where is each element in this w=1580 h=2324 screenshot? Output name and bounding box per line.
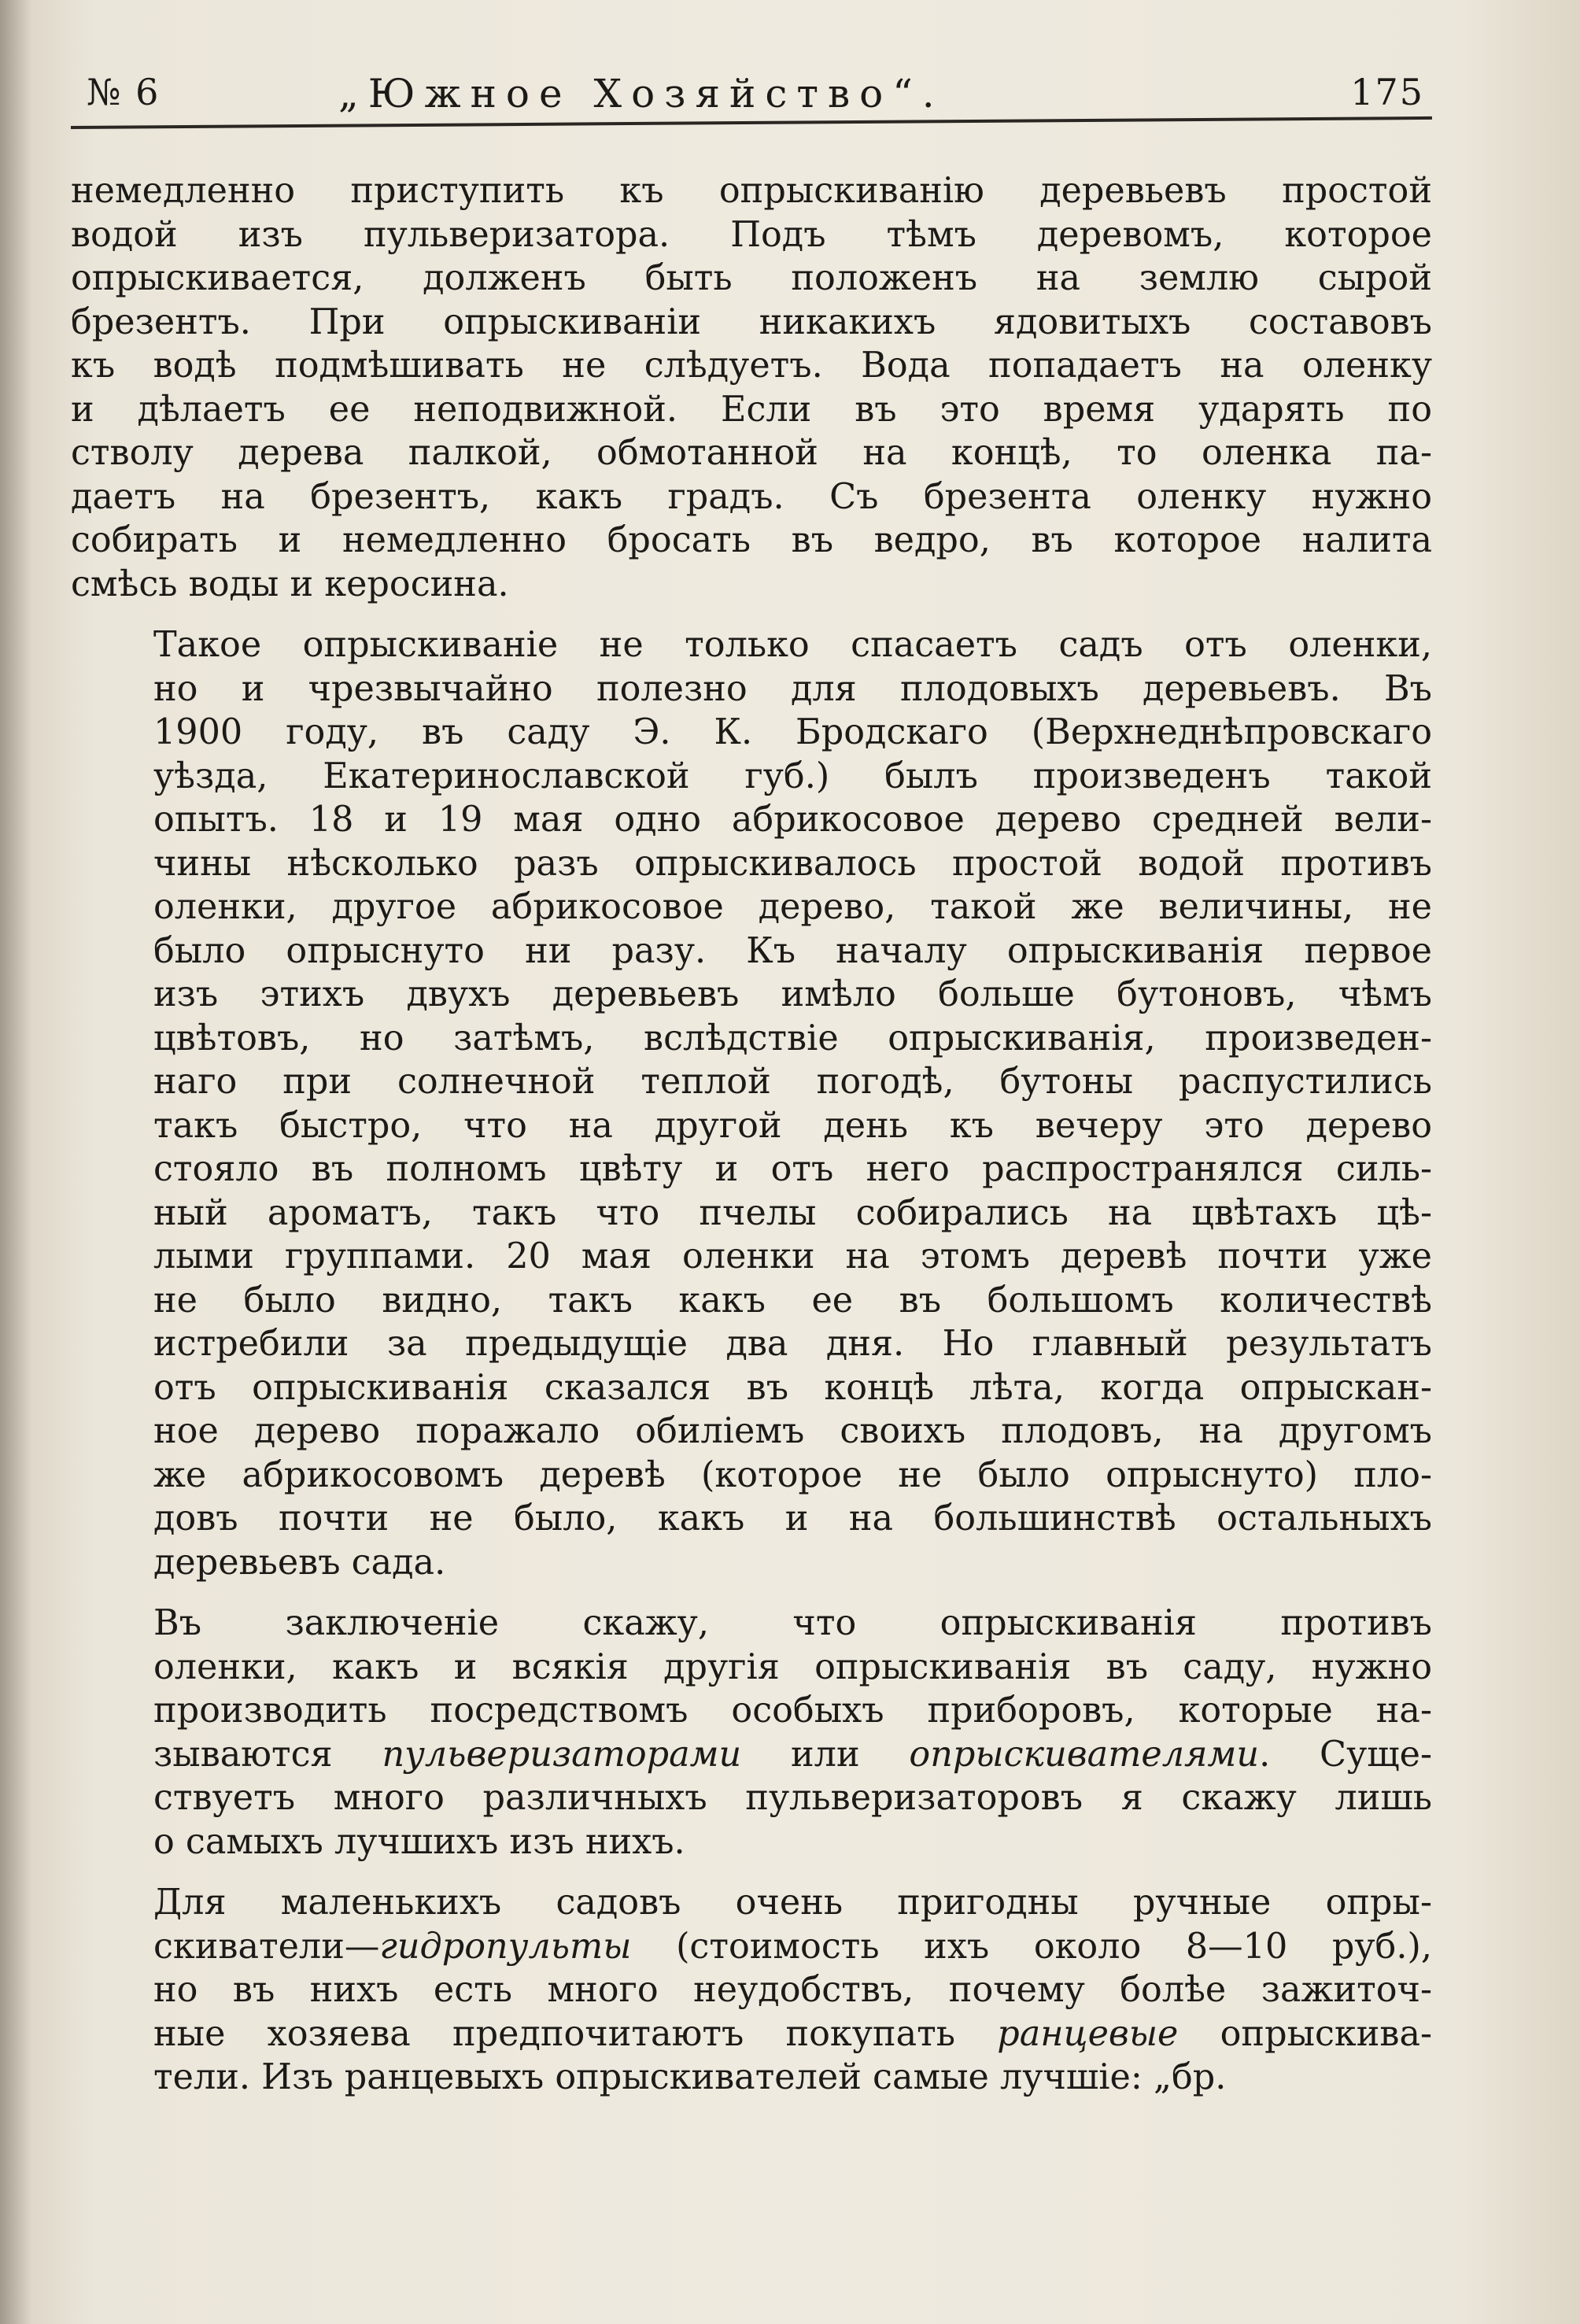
paragraph bbox=[71, 1602, 1432, 1864]
text-line: было опрыснуто ни разу. Къ началу опрыскиванія первое bbox=[153, 930, 1432, 971]
paragraph bbox=[71, 169, 1432, 606]
text-line: стволу дерева палкой, обмотанной на концѣ, то оленка па- bbox=[71, 433, 1432, 473]
text-line: стояло въ полномъ цвѣту и отъ него распространялся силь- bbox=[153, 1149, 1432, 1189]
text-line: смѣсь воды и керосина. bbox=[71, 563, 509, 604]
journal-title: „Южное Хозяйство“. bbox=[338, 71, 944, 116]
binding-shadow bbox=[0, 0, 31, 2324]
text-line: опрыскивается, долженъ быть положенъ на землю сырой bbox=[71, 258, 1432, 298]
issue-number: № 6 bbox=[87, 71, 161, 113]
text-line: 1900 году, въ саду Э. К. Бродскаго (Верхнеднѣпровскаго bbox=[153, 712, 1432, 752]
text-line: о самыхъ лучшихъ изъ нихъ. bbox=[153, 1821, 685, 1862]
text-line: такъ быстро, что на другой день къ вечеру это дерево bbox=[153, 1105, 1432, 1146]
text-line: оленки, другое абрикосовое дерево, такой же величины, не bbox=[153, 887, 1432, 927]
text-line: лыми группами. 20 мая оленки на этомъ деревѣ почти уже bbox=[153, 1236, 1432, 1277]
text-line: но и чрезвычайно полезно для плодовыхъ деревьевъ. Въ bbox=[153, 668, 1432, 709]
italic-term: гидропульты bbox=[379, 1926, 632, 1967]
paragraph bbox=[71, 1881, 1432, 2100]
page-number: 175 bbox=[1350, 71, 1424, 113]
text-line: ный ароматъ, такъ что пчелы собирались на цвѣтахъ цѣ- bbox=[153, 1192, 1432, 1233]
text-line: отъ опрыскиванія сказался въ концѣ лѣта, когда опрыскан- bbox=[153, 1367, 1432, 1408]
text-line: оленки, какъ и всякія другія опрыскиванія въ саду, нужно bbox=[153, 1646, 1432, 1687]
text-line: изъ этихъ двухъ деревьевъ имѣло больше бутоновъ, чѣмъ bbox=[153, 974, 1432, 1014]
text-line: истребили за предыдущіе два дня. Но главный результатъ bbox=[153, 1324, 1432, 1364]
text-line: не было видно, такъ какъ ее въ большомъ количествѣ bbox=[153, 1280, 1432, 1321]
text-line: но въ нихъ есть много неудобствъ, почему болѣе зажиточ- bbox=[153, 1970, 1432, 2010]
text-line: даетъ на брезентъ, какъ градъ. Съ брезента оленку нужно bbox=[71, 476, 1432, 517]
text-line: собирать и немедленно бросать въ ведро, въ которое налита bbox=[71, 520, 1432, 560]
text-line: Такое опрыскиваніе не только спасаетъ садъ отъ оленки, bbox=[153, 625, 1432, 665]
text-line: Въ заключеніе скажу, что опрыскиванія противъ bbox=[153, 1603, 1432, 1643]
text-line: водой изъ пульверизатора. Подъ тѣмъ деревомъ, которое bbox=[71, 214, 1432, 255]
text-line: скиватели—гидропульты (стоимость ихъ около 8—10 руб.), bbox=[153, 1926, 1432, 1967]
text-line: ные хозяева предпочитаютъ покупать ранцевые опрыскива- bbox=[153, 2013, 1433, 2054]
text-line: производить посредствомъ особыхъ приборовъ, которые на- bbox=[153, 1690, 1432, 1731]
text-line: Для маленькихъ садовъ очень пригодны ручные опры- bbox=[153, 1882, 1432, 1923]
article-body bbox=[71, 169, 1432, 2100]
text-line: же абрикосовомъ деревѣ (которое не было опрыснуто) пло- bbox=[153, 1454, 1432, 1495]
text-line: ствуетъ много различныхъ пульверизаторовъ я скажу лишь bbox=[153, 1778, 1432, 1818]
italic-term: опрыскивателями bbox=[909, 1734, 1260, 1775]
text-line: довъ почти не было, какъ и на большинствѣ остальныхъ bbox=[153, 1498, 1432, 1539]
text-line: немедленно приступить къ опрыскиванію деревьевъ простой bbox=[71, 171, 1432, 211]
text-line: брезентъ. При опрыскиваніи никакихъ ядовитыхъ составовъ bbox=[71, 301, 1432, 342]
text-line: опытъ. 18 и 19 мая одно абрикосовое дерево средней вели- bbox=[153, 800, 1432, 840]
text-line: зываются пульверизаторами или опрыскивателями. Суще- bbox=[153, 1734, 1432, 1775]
text-line: тели. Изъ ранцевыхъ опрыскивателей самые лучшіе: „бр. bbox=[153, 2057, 1227, 2097]
text-line: цвѣтовъ, но затѣмъ, вслѣдствіе опрыскиванія, произведен- bbox=[153, 1018, 1432, 1059]
italic-term: пульверизаторами bbox=[382, 1734, 742, 1775]
text-line: наго при солнечной теплой погодѣ, бутоны распустились bbox=[153, 1062, 1432, 1102]
paragraph bbox=[71, 623, 1432, 1584]
text-line: уѣзда, Екатеринославской губ.) былъ произведенъ такой bbox=[153, 756, 1432, 796]
italic-term: ранцевые bbox=[997, 2013, 1179, 2054]
text-line: къ водѣ подмѣшивать не слѣдуетъ. Вода попадаетъ на оленку bbox=[71, 345, 1432, 386]
text-line: деревьевъ сада. bbox=[153, 1542, 446, 1583]
text-line: ное дерево поражало обиліемъ своихъ плодовъ, на другомъ bbox=[153, 1411, 1432, 1451]
text-line: и дѣлаетъ ее неподвижной. Если въ это время ударять по bbox=[71, 389, 1432, 430]
text-line: чины нѣсколько разъ опрыскивалось простой водой противъ bbox=[153, 843, 1432, 884]
